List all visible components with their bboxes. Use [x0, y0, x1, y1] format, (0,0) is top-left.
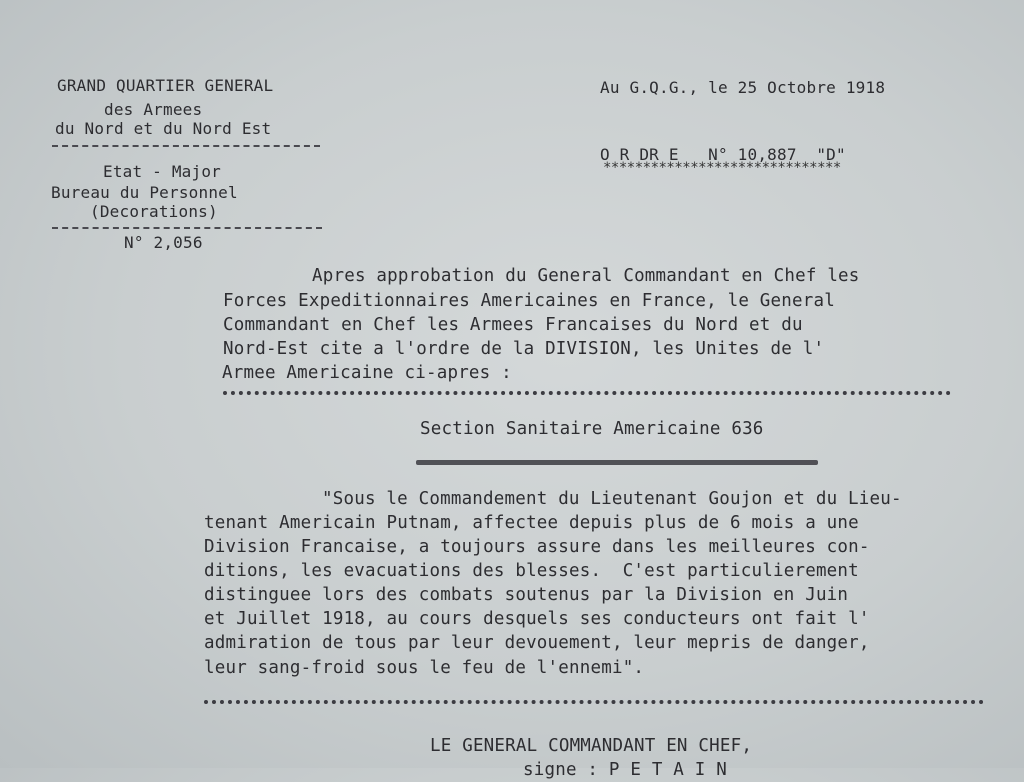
- citation-line-6: et Juillet 1918, au cours desquels ses conducteurs ont fait l': [204, 609, 870, 629]
- signature-name: signe : P E T A I N: [523, 760, 727, 780]
- header-divider-2: [52, 227, 322, 229]
- intro-line-3: Commandant en Chef les Armees Francaises du Nord et du: [223, 315, 803, 335]
- document-date: Au G.Q.G., le 25 Octobre 1918: [600, 78, 886, 97]
- intro-line-4: Nord-Est cite a l'ordre de la DIVISION, les Unites de l': [223, 339, 825, 359]
- staff-label: Etat - Major: [103, 162, 221, 181]
- citation-line-4: ditions, les evacuations des blesses. C'est particulierement: [204, 561, 859, 581]
- citation-line-7: admiration de tous par leur devouement, leur mepris de danger,: [204, 633, 870, 653]
- bureau-label: Bureau du Personnel: [51, 183, 238, 202]
- intro-line-1: Apres approbation du General Commandant en Chef les: [312, 266, 860, 286]
- citation-line-2: tenant Americain Putnam, affectee depuis plus de 6 mois a une: [204, 513, 859, 533]
- dotted-separator-2: [204, 700, 984, 704]
- decorations-label: (Decorations): [90, 202, 218, 221]
- order-number: O R DR E N° 10,887 "D": [600, 145, 846, 164]
- unit-name: Section Sanitaire Americaine 636: [420, 419, 764, 439]
- citation-line-1: "Sous le Commandement du Lieutenant Goujon et du Lieu-: [322, 489, 902, 509]
- order-underline-stars: ******************************: [603, 160, 841, 176]
- headquarters-title: GRAND QUARTIER GENERAL: [57, 76, 274, 95]
- citation-line-5: distinguee lors des combats soutenus par la Division en Juin: [204, 585, 849, 605]
- headquarters-region: du Nord et du Nord Est: [55, 119, 272, 138]
- signature-title: LE GENERAL COMMANDANT EN CHEF,: [430, 736, 753, 756]
- headquarters-armies: des Armees: [104, 100, 203, 119]
- header-divider-1: [52, 145, 320, 147]
- dotted-separator-1: [223, 391, 951, 395]
- citation-line-8: leur sang-froid sous le feu de l'ennemi".: [204, 658, 645, 678]
- file-number: N° 2,056: [124, 233, 203, 252]
- unit-underline: [416, 460, 818, 465]
- intro-line-2: Forces Expeditionnaires Americaines en France, le General: [223, 291, 835, 311]
- intro-line-5: Armee Americaine ci-apres :: [222, 363, 512, 383]
- citation-line-3: Division Francaise, a toujours assure dans les meilleures con-: [204, 537, 870, 557]
